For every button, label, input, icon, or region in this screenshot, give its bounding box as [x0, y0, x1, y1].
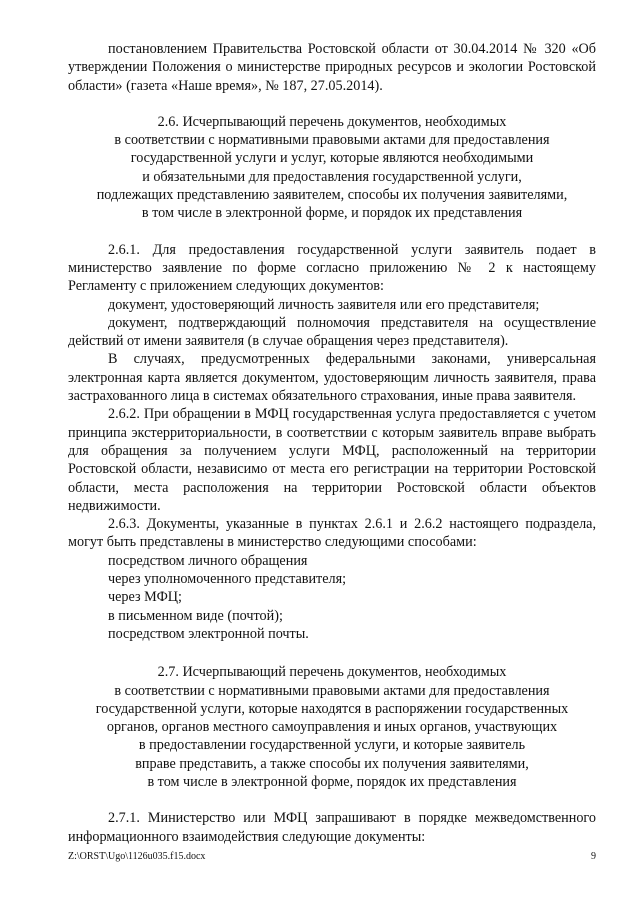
heading-line: государственной услуги и услуг, которые являются необходимыми	[130, 150, 534, 167]
methods-list	[68, 552, 596, 643]
heading-line: в том числе в электронной форме, порядок их представления	[147, 773, 517, 790]
heading-line: в соответствии с нормативными правовыми актами для предоставления	[114, 132, 550, 149]
page-footer	[68, 851, 596, 863]
paragraph-2-6-2: 2.6.2. При обращении в МФЦ государственная услуга предоставляется с учетом принципа экстерриториальности, в соответствии с которым заявитель вправе выбрать для обращения за получением услуги МФЦ, расположенный на территории Ростовской области, независимо от места его регистрации на территории Ростовской области, места расположения на территории Ростовской области объектов недвижимости.	[68, 406, 596, 514]
heading-line: подлежащих представлению заявителем, способы их получения заявителями,	[96, 187, 568, 204]
paragraph-2-6-3: 2.6.3. Документы, указанные в пунктах 2.6.1 и 2.6.2 настоящего подраздела, могут быть представлены в министерство следующими способами:	[68, 516, 596, 551]
paragraph-2-7-1: 2.7.1. Министерство или МФЦ запрашивают в порядке межведомственного информационного взаимодействия следующие документы:	[68, 810, 596, 845]
file-path: Z:\ORST\Ugo\1126u035.f15.docx	[68, 851, 206, 862]
heading-line: 2.7. Исчерпывающий перечень документов, необходимых	[157, 664, 507, 681]
heading-line: в предоставлении государственной услуги, и которые заявитель	[138, 737, 526, 754]
list-item: посредством личного обращения	[108, 552, 308, 569]
list-item: в письменном виде (почтой);	[108, 607, 283, 624]
list-item: посредством электронной почты.	[108, 625, 309, 642]
paragraph-representative-doc: документ, подтверждающий полномочия представителя на осуществление действий от имени заявителя (в случае обращения через представителя).	[68, 314, 596, 350]
paragraph-2-6-1: 2.6.1. Для предоставления государственной услуги заявитель подает в министерство заявление по форме согласно приложению № 2 к настоящему Регламенту с приложением следующих документов:	[68, 241, 596, 295]
heading-line: 2.6. Исчерпывающий перечень документов, необходимых	[157, 113, 507, 130]
list-item: через МФЦ;	[108, 589, 182, 606]
heading-line: вправе представить, а также способы их получения заявителями,	[135, 755, 529, 772]
heading-line: в соответствии с нормативными правовыми актами для предоставления	[114, 682, 550, 699]
heading-line: государственной услуги, которые находятся в распоряжении государственных	[95, 700, 569, 717]
list-item: документ, удостоверяющий личность заявителя или его представителя;	[108, 296, 540, 313]
heading-line: и обязательными для предоставления государственной услуги,	[142, 168, 522, 185]
heading-line: в том числе в электронной форме, и порядок их представления	[141, 205, 523, 222]
paragraph-electronic-card: В случаях, предусмотренных федеральными законами, универсальная электронная карта является документом, удостоверяющим личность заявителя, права застрахованного лица в системах обязательного страхования, иные права заявителя.	[68, 351, 596, 405]
list-item: через уполномоченного представителя;	[108, 571, 347, 588]
page-number: 9	[591, 851, 596, 862]
heading-2-6	[68, 113, 596, 223]
intro-paragraph: постановлением Правительства Ростовской области от 30.04.2014 № 320 «Об утверждении Положения о министерстве природных ресурсов и экологии Ростовской области» (газета «Наше время», № 187, 27.05.2014).	[68, 41, 596, 94]
heading-line: органов, органов местного самоуправления и иных органов, участвующих	[106, 719, 558, 736]
document-body	[68, 40, 596, 846]
heading-2-7	[68, 663, 596, 791]
